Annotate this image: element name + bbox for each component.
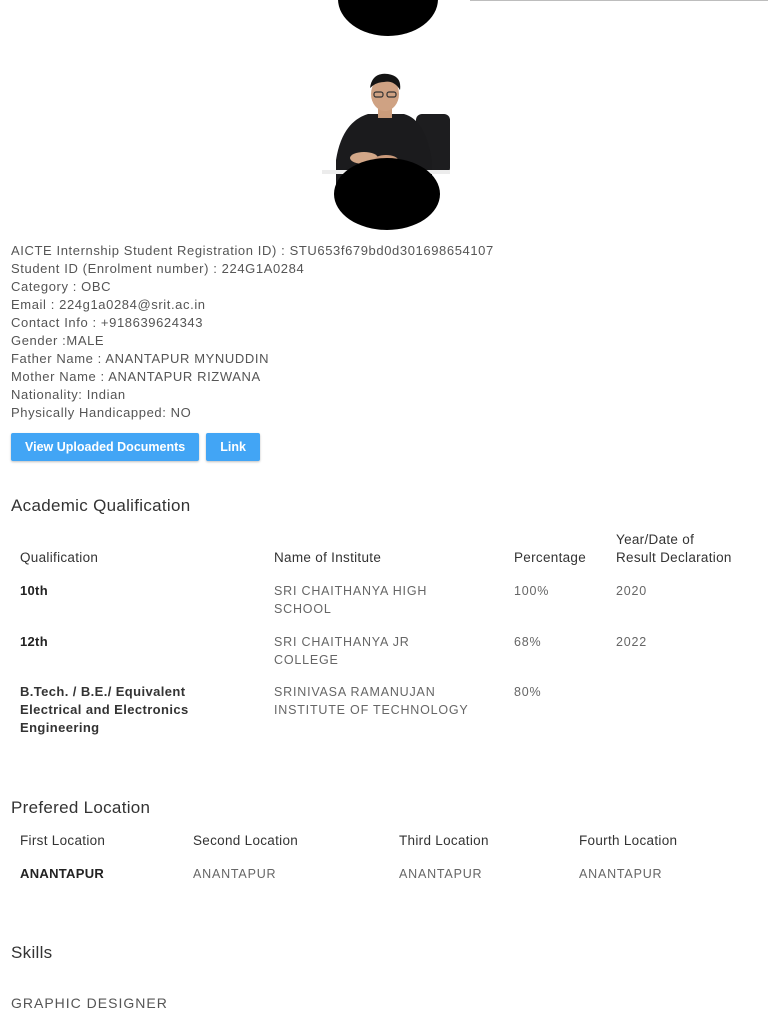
header-qualification: Qualification bbox=[20, 550, 99, 565]
row2-institute-line1: SRI CHAITHANYA JR bbox=[274, 635, 410, 649]
row2-year: 2022 bbox=[616, 635, 648, 649]
second-location-value: ANANTAPUR bbox=[193, 867, 277, 881]
physically-handicapped: Physically Handicapped: NO bbox=[11, 405, 192, 420]
first-location-value: ANANTAPUR bbox=[20, 866, 105, 881]
header-third-location: Third Location bbox=[399, 833, 489, 848]
row1-institute-line1: SRI CHAITHANYA HIGH bbox=[274, 584, 428, 598]
row1-percentage: 100% bbox=[514, 584, 550, 598]
nationality: Nationality: Indian bbox=[11, 387, 126, 402]
top-divider bbox=[470, 0, 768, 1]
header-fourth-location: Fourth Location bbox=[579, 833, 678, 848]
header-first-location: First Location bbox=[20, 833, 106, 848]
action-buttons bbox=[11, 433, 260, 461]
row3-qualification-line1: B.Tech. / B.E./ Equivalent bbox=[20, 684, 186, 699]
gender: Gender :MALE bbox=[11, 333, 105, 348]
row3-qualification-line2: Electrical and Electronics bbox=[20, 702, 189, 717]
row1-year: 2020 bbox=[616, 584, 648, 598]
row2-percentage: 68% bbox=[514, 635, 542, 649]
top-mask-shape bbox=[338, 0, 438, 36]
row3-percentage: 80% bbox=[514, 685, 542, 699]
skills-heading: Skills bbox=[11, 943, 53, 962]
link-button[interactable]: Link bbox=[206, 433, 260, 461]
student-id: Student ID (Enrolment number) : 224G1A0284 bbox=[11, 261, 305, 276]
header-institute: Name of Institute bbox=[274, 550, 382, 565]
mother-name: Mother Name : ANANTAPUR RIZWANA bbox=[11, 369, 261, 384]
header-second-location: Second Location bbox=[193, 833, 299, 848]
registration-id: AICTE Internship Student Registration ID) : STU653f679bd0d301698654107 bbox=[11, 243, 494, 258]
email: Email : 224g1a0284@srit.ac.in bbox=[11, 297, 206, 312]
fourth-location-value: ANANTAPUR bbox=[579, 867, 663, 881]
header-percentage: Percentage bbox=[514, 550, 587, 565]
row3-qualification-line3: Engineering bbox=[20, 720, 100, 735]
category: Category : OBC bbox=[11, 279, 112, 294]
academic-qualification-heading: Academic Qualification bbox=[11, 496, 191, 515]
row1-qualification: 10th bbox=[20, 583, 48, 598]
preferred-location-heading: Prefered Location bbox=[11, 798, 151, 817]
row3-institute-line1: SRINIVASA RAMANUJAN bbox=[274, 685, 436, 699]
row3-institute-line2: INSTITUTE OF TECHNOLOGY bbox=[274, 703, 469, 717]
row2-institute-line2: COLLEGE bbox=[274, 653, 339, 667]
header-result-line1: Year/Date of bbox=[616, 532, 695, 547]
bottom-mask-shape bbox=[334, 158, 440, 230]
row2-qualification: 12th bbox=[20, 634, 48, 649]
third-location-value: ANANTAPUR bbox=[399, 867, 483, 881]
skill-item: GRAPHIC DESIGNER bbox=[11, 995, 168, 1011]
header-result-line2: Result Declaration bbox=[616, 550, 732, 565]
view-uploaded-documents-button[interactable]: View Uploaded Documents bbox=[11, 433, 199, 461]
row1-institute-line2: SCHOOL bbox=[274, 602, 332, 616]
student-info bbox=[11, 242, 494, 422]
contact-info: Contact Info : +918639624343 bbox=[11, 315, 204, 330]
father-name: Father Name : ANANTAPUR MYNUDDIN bbox=[11, 351, 270, 366]
